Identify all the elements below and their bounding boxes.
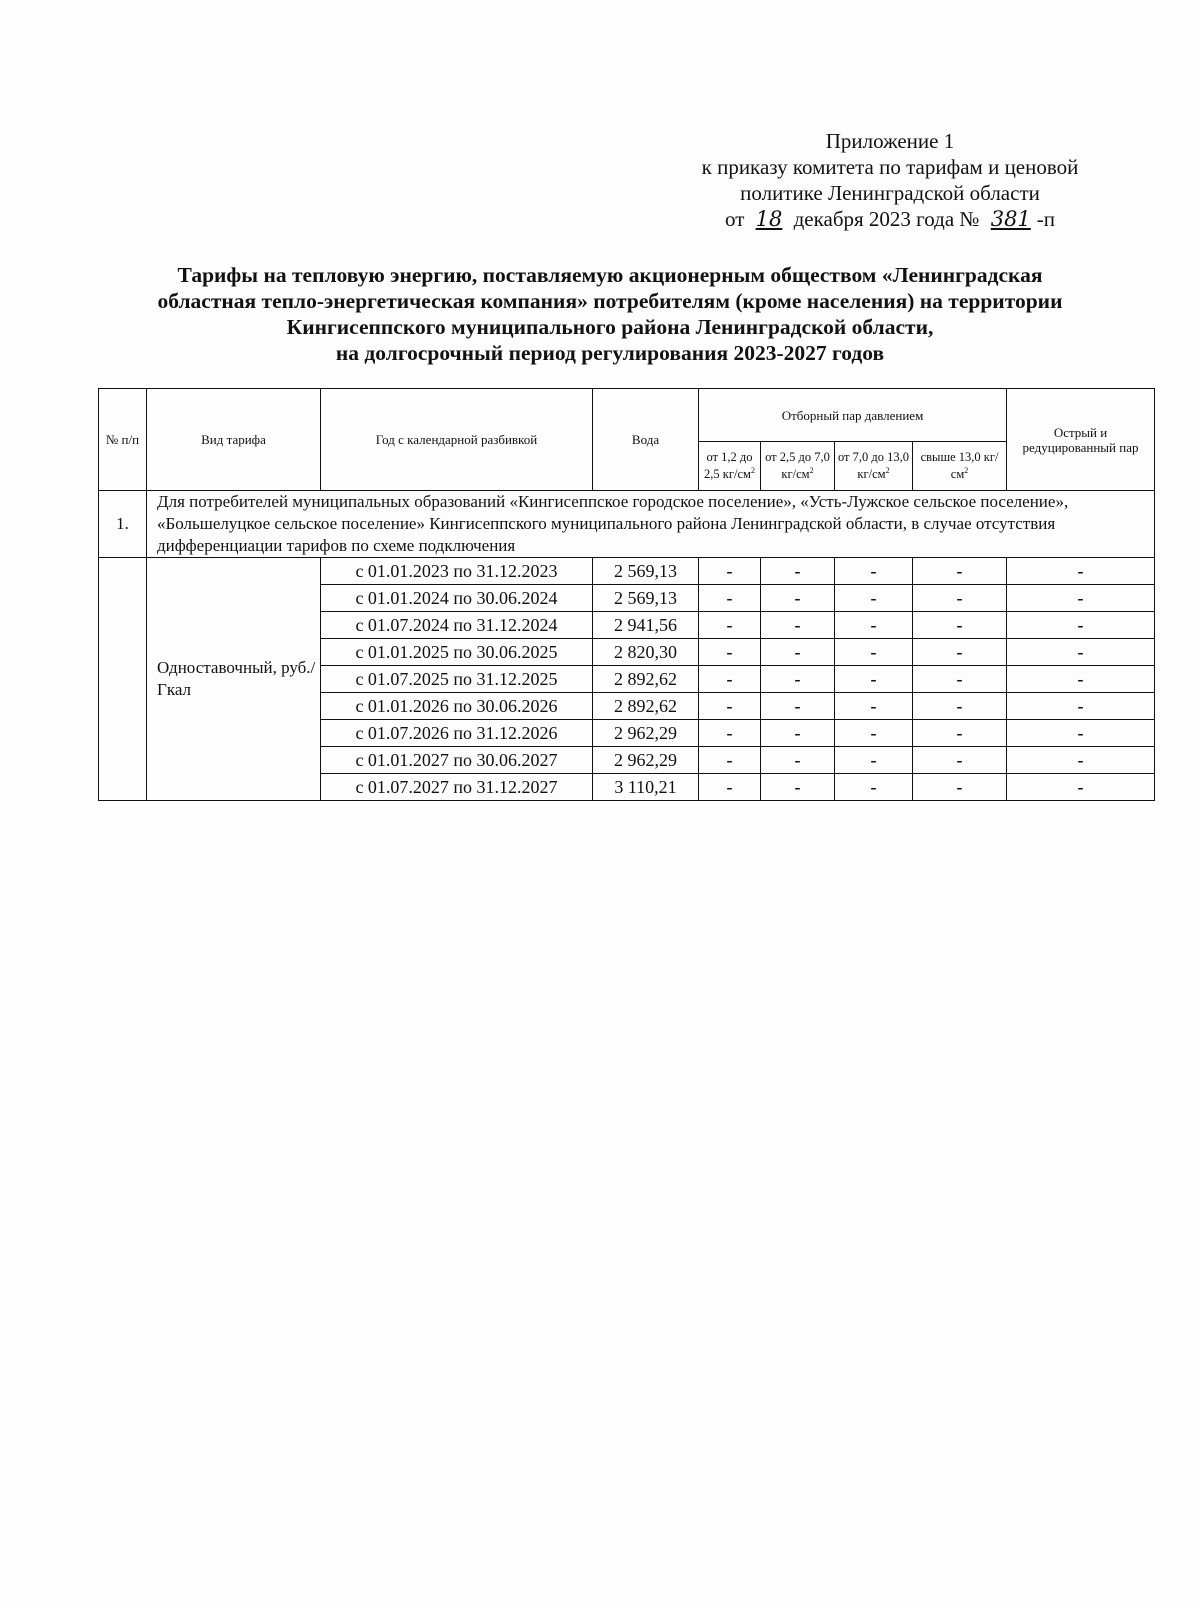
empty-tariff-cell: - — [699, 558, 761, 585]
water-tariff-cell: 2 892,62 — [593, 666, 699, 693]
section-row — [99, 491, 1155, 558]
water-tariff-cell: 2 962,29 — [593, 747, 699, 774]
table-row — [99, 558, 1155, 585]
empty-tariff-cell: - — [761, 774, 835, 801]
empty-tariff-cell: - — [913, 558, 1007, 585]
header-steam-3: от 7,0 до 13,0 $кг/см^2$ — [835, 442, 913, 491]
water-tariff-cell: 2 569,13 — [593, 558, 699, 585]
empty-tariff-cell: - — [1007, 585, 1155, 612]
title-line-4: на долгосрочный период регулирования 2023-2027 годов — [335, 341, 885, 365]
empty-tariff-cell: - — [1007, 693, 1155, 720]
water-tariff-cell: 2 962,29 — [593, 720, 699, 747]
empty-tariff-cell: - — [913, 774, 1007, 801]
row-num-cell — [99, 558, 147, 801]
empty-tariff-cell: - — [699, 639, 761, 666]
header-steam-1: от 1,2 до 2,5 $кг/см^2$ — [699, 442, 761, 491]
header-num: № п/п — [99, 389, 147, 491]
section-description: Для потребителей муниципальных образований «Кингисеппское городское поселение», «Усть-Лужское сельское поселение», «Большелуцкое сельское поселение» Кингисеппского муниципального района Ленинградской области, в случае отсутствия дифференциации тарифов по схеме подключения — [147, 491, 1155, 558]
empty-tariff-cell: - — [835, 558, 913, 585]
period-cell: с 01.07.2024 по 31.12.2024 — [321, 612, 593, 639]
empty-tariff-cell: - — [835, 747, 913, 774]
empty-tariff-cell: - — [699, 693, 761, 720]
period-cell: с 01.01.2024 по 30.06.2024 — [321, 585, 593, 612]
order-number-handwritten: 381 — [990, 207, 1031, 231]
empty-tariff-cell: - — [835, 774, 913, 801]
header-sharp-steam: Острый и редуцированный пар — [1007, 389, 1155, 491]
header-steam-4: свыше 13,0 $кг/см^2$ — [913, 442, 1007, 491]
empty-tariff-cell: - — [699, 747, 761, 774]
empty-tariff-cell: - — [761, 720, 835, 747]
water-tariff-cell: 2 820,30 — [593, 639, 699, 666]
appendix-block — [640, 128, 1140, 232]
empty-tariff-cell: - — [913, 747, 1007, 774]
tariff-table — [98, 388, 1155, 801]
period-cell: с 01.01.2023 по 31.12.2023 — [321, 558, 593, 585]
empty-tariff-cell: - — [913, 585, 1007, 612]
empty-tariff-cell: - — [699, 666, 761, 693]
title-line-3: Кингисеппского муниципального района Ленинградской области, — [286, 315, 934, 339]
empty-tariff-cell: - — [1007, 720, 1155, 747]
empty-tariff-cell: - — [835, 693, 913, 720]
empty-tariff-cell: - — [835, 585, 913, 612]
empty-tariff-cell: - — [761, 747, 835, 774]
water-tariff-cell: 2 892,62 — [593, 693, 699, 720]
appendix-order-line: к приказу комитета по тарифам и ценовой — [701, 155, 1079, 179]
empty-tariff-cell: - — [1007, 774, 1155, 801]
title-line-1: Тарифы на тепловую энергию, поставляемую акционерным обществом «Ленинградская — [177, 263, 1043, 287]
empty-tariff-cell: - — [835, 639, 913, 666]
header-steam-2: от 2,5 до 7,0 $кг/см^2$ — [761, 442, 835, 491]
empty-tariff-cell: - — [699, 612, 761, 639]
order-suffix: -п — [1036, 207, 1056, 231]
document-title — [80, 262, 1140, 366]
empty-tariff-cell: - — [1007, 612, 1155, 639]
header-tariff-kind: Вид тарифа — [147, 389, 321, 491]
header-steam-group: Отборный пар давлением — [699, 389, 1007, 442]
period-cell: с 01.01.2025 по 30.06.2025 — [321, 639, 593, 666]
empty-tariff-cell: - — [761, 612, 835, 639]
date-rest: декабря 2023 года № — [793, 207, 980, 231]
empty-tariff-cell: - — [761, 639, 835, 666]
period-cell: с 01.01.2027 по 30.06.2027 — [321, 747, 593, 774]
empty-tariff-cell: - — [1007, 666, 1155, 693]
appendix-date-line — [640, 206, 1140, 232]
empty-tariff-cell: - — [1007, 747, 1155, 774]
empty-tariff-cell: - — [913, 639, 1007, 666]
empty-tariff-cell: - — [699, 774, 761, 801]
date-prefix: от — [724, 207, 745, 231]
empty-tariff-cell: - — [835, 720, 913, 747]
empty-tariff-cell: - — [761, 666, 835, 693]
appendix-title: Приложение 1 — [825, 129, 955, 153]
empty-tariff-cell: - — [1007, 639, 1155, 666]
water-tariff-cell: 2 569,13 — [593, 585, 699, 612]
period-cell: с 01.07.2027 по 31.12.2027 — [321, 774, 593, 801]
empty-tariff-cell: - — [913, 612, 1007, 639]
period-cell: с 01.07.2025 по 31.12.2025 — [321, 666, 593, 693]
empty-tariff-cell: - — [761, 585, 835, 612]
title-line-2: областная тепло-энергетическая компания» потребителям (кроме населения) на территории — [157, 289, 1063, 313]
empty-tariff-cell: - — [835, 666, 913, 693]
empty-tariff-cell: - — [913, 720, 1007, 747]
period-cell: с 01.07.2026 по 31.12.2026 — [321, 720, 593, 747]
empty-tariff-cell: - — [835, 612, 913, 639]
header-period: Год с календарной разбивкой — [321, 389, 593, 491]
empty-tariff-cell: - — [699, 585, 761, 612]
header-water: Вода — [593, 389, 699, 491]
empty-tariff-cell: - — [699, 720, 761, 747]
tariff-kind-cell: Одноставочный, руб./Гкал — [147, 558, 321, 801]
section-number: 1. — [99, 491, 147, 558]
empty-tariff-cell: - — [1007, 558, 1155, 585]
date-day-handwritten: 18 — [755, 207, 783, 231]
empty-tariff-cell: - — [913, 693, 1007, 720]
water-tariff-cell: 2 941,56 — [593, 612, 699, 639]
water-tariff-cell: 3 110,21 — [593, 774, 699, 801]
empty-tariff-cell: - — [761, 693, 835, 720]
empty-tariff-cell: - — [761, 558, 835, 585]
empty-tariff-cell: - — [913, 666, 1007, 693]
appendix-committee-line: политике Ленинградской области — [740, 181, 1040, 205]
period-cell: с 01.01.2026 по 30.06.2026 — [321, 693, 593, 720]
